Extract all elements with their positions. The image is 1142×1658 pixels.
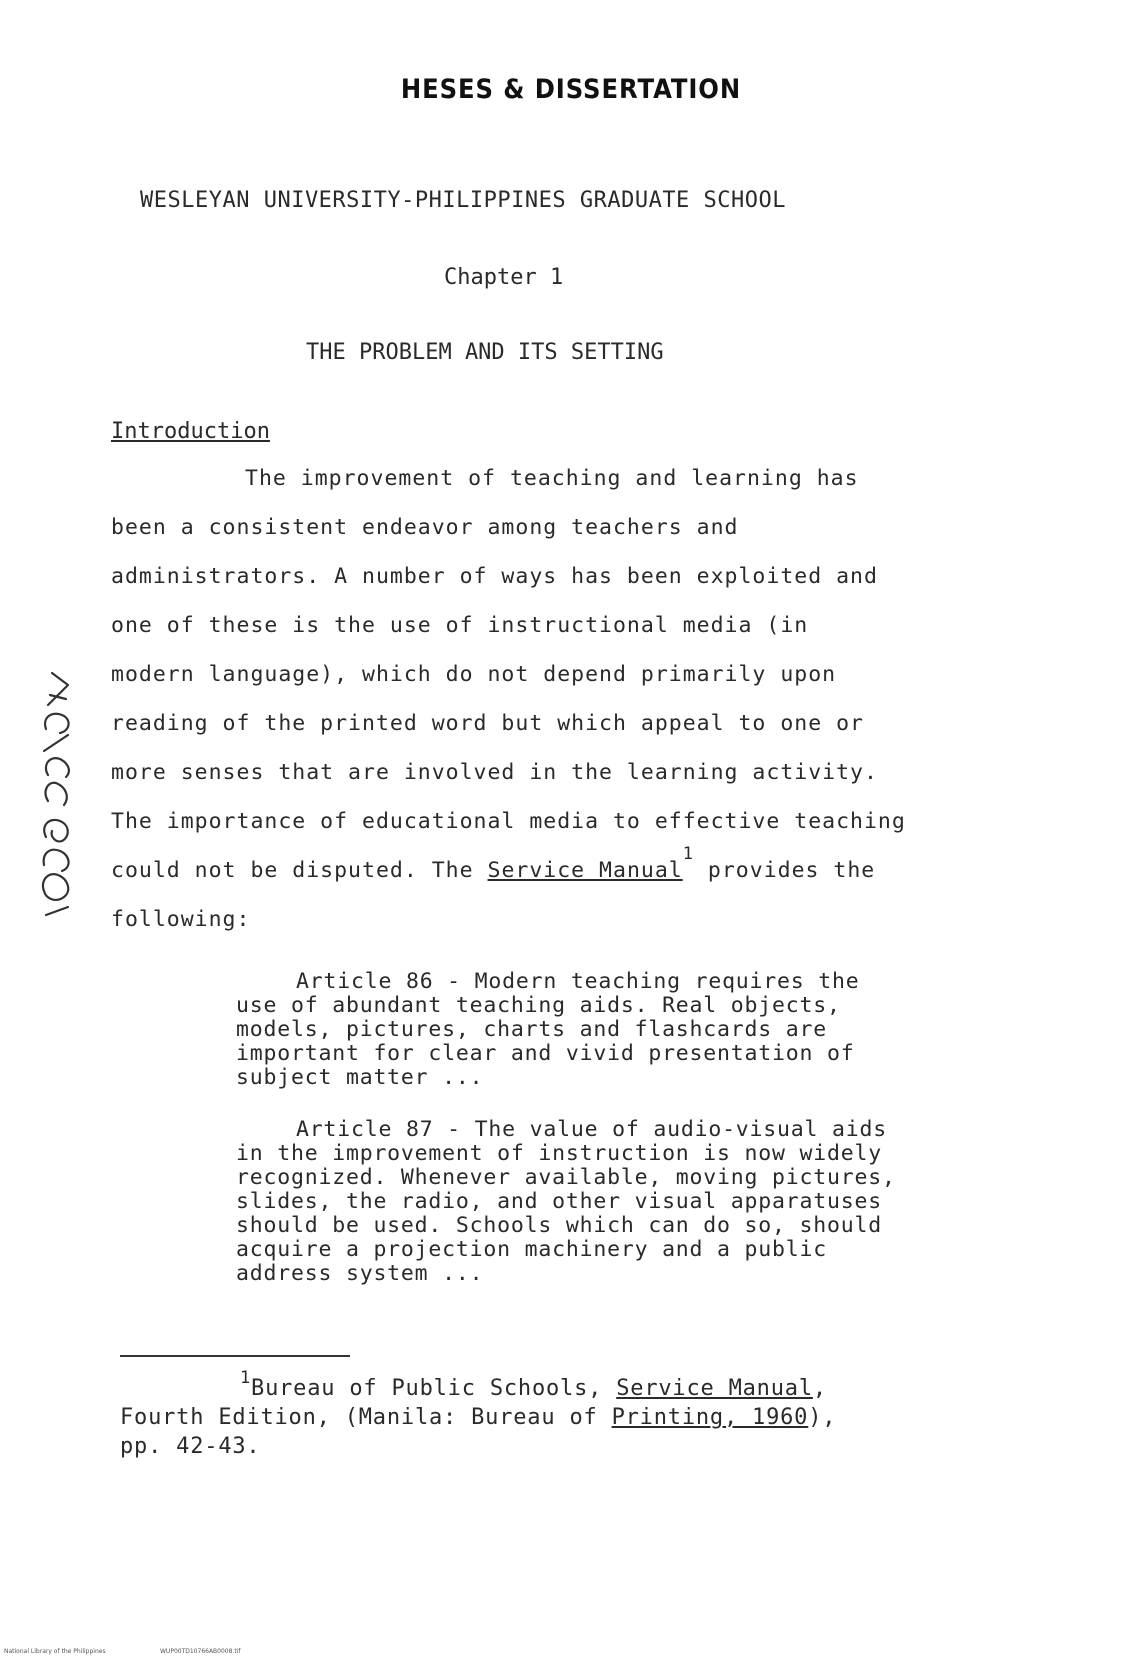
- body-line: more senses that are involved in the learning activity.: [111, 760, 878, 785]
- quote-line: Article 86 - Modern teaching requires the: [296, 969, 860, 994]
- footnote-line-3: pp. 42-43.: [120, 1434, 261, 1459]
- theses-stamp: HESES & DISSERTATION: [400, 74, 742, 105]
- quote-line: recognized. Whenever available, moving pictures,: [236, 1165, 896, 1190]
- quote-line: should be used. Schools which can do so, should: [236, 1213, 882, 1238]
- school-name: WESLEYAN UNIVERSITY-PHILIPPINES GRADUATE SCHOOL: [140, 188, 787, 213]
- footnote-number: 1: [240, 1368, 252, 1388]
- footnote-underlined: Printing, 1960: [611, 1405, 809, 1430]
- body-line: been a consistent endeavor among teachers and: [111, 515, 739, 540]
- handwritten-margin-note: [38, 665, 78, 925]
- line-text: could not be disputed. The: [111, 858, 488, 883]
- quote-line: use of abundant teaching aids. Real objects,: [236, 993, 841, 1018]
- quote-line: acquire a projection machinery and a public: [236, 1237, 827, 1262]
- quote-line: slides, the radio, and other visual apparatuses: [236, 1189, 882, 1214]
- body-line: one of these is the use of instructional media (in: [111, 613, 809, 638]
- chapter-title: THE PROBLEM AND ITS SETTING: [306, 340, 664, 365]
- body-line: following:: [111, 907, 251, 932]
- footnote-marker: 1: [682, 844, 694, 864]
- quote-line: address system ...: [236, 1261, 484, 1286]
- service-manual-title: Service Manual: [487, 858, 683, 883]
- footer-file-id: WUP00TD10766AB0008.tif: [160, 1648, 241, 1655]
- line-text: provides the: [693, 858, 876, 883]
- section-heading: Introduction: [111, 419, 270, 444]
- footnote-text: Bureau of Public Schools,: [251, 1376, 617, 1401]
- footnote-line-1: [240, 1368, 827, 1401]
- quote-line: models, pictures, charts and flashcards are: [236, 1017, 827, 1042]
- body-line: reading of the printed word but which appeal to one or: [111, 711, 864, 736]
- chapter-number: Chapter 1: [444, 265, 564, 290]
- body-line: administrators. A number of ways has been exploited and: [111, 564, 878, 589]
- quote-line: important for clear and vivid presentation of: [236, 1041, 855, 1066]
- body-line: The importance of educational media to effective teaching: [111, 809, 906, 834]
- footnote-line-2: [120, 1405, 836, 1430]
- body-line-citation: [111, 844, 876, 883]
- body-line: The improvement of teaching and learning has: [245, 466, 859, 491]
- footnote-title: Service Manual: [616, 1376, 813, 1401]
- footnote-text: ),: [808, 1405, 837, 1430]
- footer-library: National Library of the Philippines: [4, 1648, 106, 1655]
- quote-line: in the improvement of instruction is now widely: [236, 1141, 882, 1166]
- quote-line: subject matter ...: [236, 1065, 484, 1090]
- footnote-rule: [120, 1355, 350, 1357]
- footnote-text: ,: [812, 1376, 827, 1401]
- body-line: modern language), which do not depend primarily upon: [111, 662, 837, 687]
- quote-line: Article 87 - The value of audio-visual aids: [296, 1117, 887, 1142]
- footnote-text: Fourth Edition, (Manila: Bureau of: [120, 1405, 612, 1430]
